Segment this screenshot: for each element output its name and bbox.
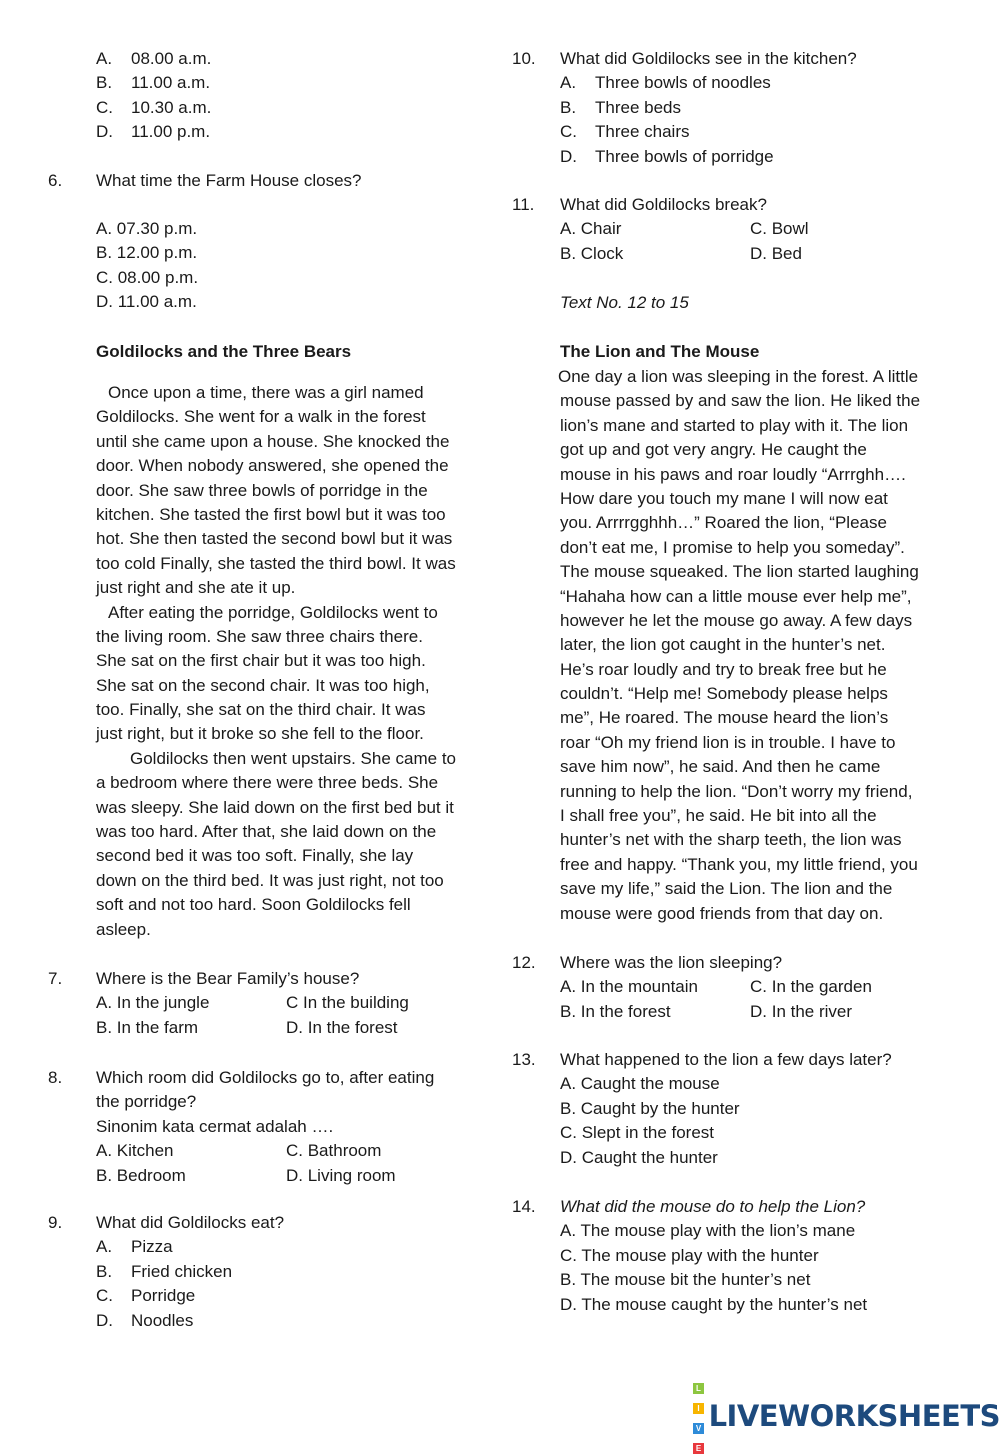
passage-line: just right, but it broke so she fell to the floor. [96,724,424,744]
passage-line: lion’s mane and started to play with it. The lion [560,415,909,435]
q10-question: What did Goldilocks see in the kitchen? [560,49,857,68]
passage-line: was sleepy. She laid down on the first bed but it [96,797,454,817]
passage-line: mouse were good friends from that day on. [560,903,884,923]
q11-option-d[interactable]: D. Bed [750,243,802,263]
passage-line: door. When nobody answered, she opened the [96,456,449,476]
passage-line: save him now”, he said. And then he came [560,757,881,777]
q9-option-c[interactable] [96,1284,396,1308]
story1-title: Goldilocks and the Three Bears [96,342,352,361]
q14-question: What did the mouse do to help the Lion? [560,1197,866,1216]
option-text: Three beds [595,97,681,117]
q8-option-d[interactable]: D. Living room [286,1165,396,1185]
q10-option-a[interactable] [560,71,920,95]
passage-line: He’s roar loudly and try to break free but he [560,659,887,679]
option-letter: C. [96,1286,113,1306]
option-letter: C. [560,122,577,142]
q8 [96,1066,476,1188]
q7-option-a[interactable]: A. In the jungle [96,993,210,1013]
q11-number: 11. [512,195,535,214]
q8-option-b[interactable]: B. Bedroom [96,1165,186,1185]
q6-option-d[interactable]: D. 11.00 a.m. [96,292,197,312]
q13-option-c[interactable]: C. Slept in the forest [560,1123,715,1143]
passage-line: She sat on the second chair. It was too high, [96,675,430,695]
option-letter: C. [96,97,113,117]
logo-block: E [693,1443,704,1454]
passage-line: don’t eat me, I promise to help you someday”. [560,537,905,557]
option-text: Three bowls of noodles [595,73,771,93]
option-text: Three chairs [595,122,690,142]
passage-line: kitchen. She tasted the first bowl but it was too [96,504,446,524]
option-text: 10.30 a.m. [131,97,212,117]
q7-option-d[interactable]: D. In the forest [286,1017,398,1037]
passage-line: How dare you touch my mane I will now eat [560,488,888,508]
option-letter: B. [96,73,113,93]
logo-block: V [693,1423,704,1434]
option-letter: A. [96,1237,113,1257]
q8-option-a[interactable]: A. Kitchen [96,1141,174,1161]
q8-question-line: Which room did Goldilocks go to, after eating [96,1068,435,1087]
q6-question: What time the Farm House closes? [96,171,362,190]
passage-line: too cold Finally, she tasted the third bowl. It was [96,553,456,573]
q12-option-b[interactable]: B. In the forest [560,1001,671,1021]
passage-line: hot. She then tasted the second bowl but it was [96,529,453,549]
passage-line: later, the lion got caught in the hunter’s net. [560,635,886,655]
q11 [560,193,920,266]
passage-line: running to help the lion. “Don’t worry my friend, [560,781,913,801]
q10 [560,47,920,169]
q13-number: 13. [512,1050,536,1069]
passage-line: free and happy. “Thank you, my little friend, you [560,854,918,874]
option-text: Pizza [131,1237,173,1257]
q14-option-c[interactable]: C. The mouse play with the hunter [560,1245,819,1265]
story2-title: The Lion and The Mouse [560,342,760,361]
q6-option-c[interactable]: C. 08.00 p.m. [96,267,199,287]
q7 [96,967,476,1040]
q13-question: What happened to the lion a few days later? [560,1050,892,1069]
q8-question-line: the porridge? [96,1092,197,1112]
option-letter: A. [96,49,113,68]
passage-line: got up and got very angry. He caught the [560,440,867,460]
passage-line: the living room. She saw three chairs there. [96,626,423,646]
q11-option-b[interactable]: B. Clock [560,243,624,263]
q10-number: 10. [512,49,536,68]
q9-number: 9. [48,1213,63,1232]
passage-line: too. Finally, she sat on the third chair. It was [96,700,426,720]
q12-question: Where was the lion sleeping? [560,953,783,972]
q9-option-d[interactable] [96,1309,396,1333]
q9-option-a[interactable] [96,1235,396,1259]
passage-line: hunter’s net with the sharp teeth, the lion was [560,830,902,850]
logo-block: L [693,1383,704,1394]
passage-line: She sat on the first chair but it was too high. [96,651,426,671]
logo-text: LIVEWORKSHEETS [708,1399,1000,1433]
passage-line: roar “Oh my friend lion is in trouble. I have to [560,732,896,752]
passage-line: Once upon a time, there was a girl named [108,383,424,402]
q13 [560,1048,892,1170]
passage-line: mouse in his paws and roar loudly “Arrrghh…. [560,464,906,484]
passage-line: I shall free you”, he said. He bit into all the [560,806,877,826]
q5-option-d[interactable] [96,120,296,144]
passage-line: was too hard. After that, she laid down on the [96,822,437,842]
passage-line: door. She saw three bowls of porridge in the [96,480,428,500]
passage-line: you. Arrrrgghhh…” Roared the lion, “Please [560,513,887,533]
q8-question-line: Sinonim kata cermat adalah …. [96,1116,334,1136]
option-letter: D. [96,122,113,142]
option-text: Porridge [131,1286,196,1306]
story1-passage [96,381,456,942]
passage-line: mouse passed by and saw the lion. He liked the [560,391,921,411]
passage-line: second bed it was too soft. Finally, she lay [96,846,414,866]
option-letter: D. [96,1310,113,1330]
passage-line: After eating the porridge, Goldilocks went to [108,602,438,622]
option-text: 11.00 a.m. [131,73,211,93]
q10-option-d[interactable] [560,145,920,169]
passage-line: me”, He roared. The mouse heard the lion’s [560,708,889,728]
option-text: 08.00 a.m. [131,49,212,68]
q10-option-c[interactable] [560,120,920,144]
passage-line: until she came upon a house. She knocked the [96,431,450,451]
text-note: Text No. 12 to 15 [560,293,689,312]
passage-line: a bedroom where there were three beds. She [96,773,439,793]
q12-option-c[interactable]: C. In the garden [750,977,872,997]
q6-option-a[interactable]: A. 07.30 p.m. [96,219,198,238]
q14 [560,1195,867,1317]
passage-line: just right and she ate it up. [96,578,296,598]
live-blocks-icon [692,1376,707,1456]
q13-option-b[interactable]: B. Caught by the hunter [560,1098,740,1118]
q13-option-a[interactable]: A. Caught the mouse [560,1074,720,1094]
q7-question: Where is the Bear Family’s house? [96,969,360,988]
q14-option-a[interactable]: A. The mouse play with the lion’s mane [560,1221,856,1241]
option-text: Fried chicken [131,1261,233,1281]
q9 [96,1211,396,1333]
passage-line: Goldilocks then went upstairs. She came to [130,748,456,768]
q5-option-c[interactable] [96,96,296,120]
q7-option-b[interactable]: B. In the farm [96,1017,199,1037]
q11-question: What did Goldilocks break? [560,195,767,214]
option-text: 11.00 p.m. [131,122,211,142]
option-text: Three bowls of porridge [595,146,774,166]
q10-option-b[interactable] [560,96,920,120]
q13-option-d[interactable]: D. Caught the hunter [560,1147,718,1167]
option-letter: A. [560,73,577,93]
passage-line: save my life,” said the Lion. The lion and the [560,879,893,899]
q12-number: 12. [512,953,536,972]
passage-line: soft and not too hard. Soon Goldilocks fell [96,895,411,915]
liveworksheets-logo [692,1376,1000,1456]
q5-options [96,47,296,145]
passage-line: Goldilocks. She went for a walk in the forest [96,407,426,427]
passage-line: asleep. [96,919,151,939]
q7-number: 7. [48,969,63,988]
q11-option-a[interactable]: A. Chair [560,219,622,239]
logo-block: I [693,1403,704,1414]
q5-option-a[interactable] [96,47,296,71]
story2-passage [560,365,920,926]
q9-question: What did Goldilocks eat? [96,1213,285,1232]
q12-option-a[interactable]: A. In the mountain [560,977,698,997]
q14-option-b[interactable]: B. The mouse bit the hunter’s net [560,1270,811,1290]
passage-line: One day a lion was sleeping in the forest. A little [558,367,919,386]
option-text: Noodles [131,1310,194,1330]
passage-line: The mouse squeaked. The lion started laughing [560,562,919,582]
passage-line: however he let the mouse go away. A few days [560,610,913,630]
q7-option-c[interactable]: C In the building [286,993,409,1013]
q9-option-b[interactable] [96,1260,396,1284]
q5-option-b[interactable] [96,71,296,95]
option-letter: B. [560,97,577,117]
q6-options [96,217,198,315]
passage-line: down on the third bed. It was just right, not too [96,870,444,890]
q8-number: 8. [48,1068,63,1087]
passage-line: couldn’t. “Help me! Somebody please helps [560,684,888,704]
q14-number: 14. [512,1197,536,1216]
q6-number: 6. [48,171,63,190]
q6-option-b[interactable]: B. 12.00 p.m. [96,243,198,263]
q12-option-d[interactable]: D. In the river [750,1001,853,1021]
option-letter: B. [96,1261,113,1281]
q12 [560,951,920,1024]
q11-option-c[interactable]: C. Bowl [750,219,809,239]
q14-option-d[interactable]: D. The mouse caught by the hunter’s net [560,1294,868,1314]
option-letter: D. [560,146,577,166]
passage-line: “Hahaha how can a little mouse ever help me”, [560,586,912,606]
q8-option-c[interactable]: C. Bathroom [286,1141,382,1161]
